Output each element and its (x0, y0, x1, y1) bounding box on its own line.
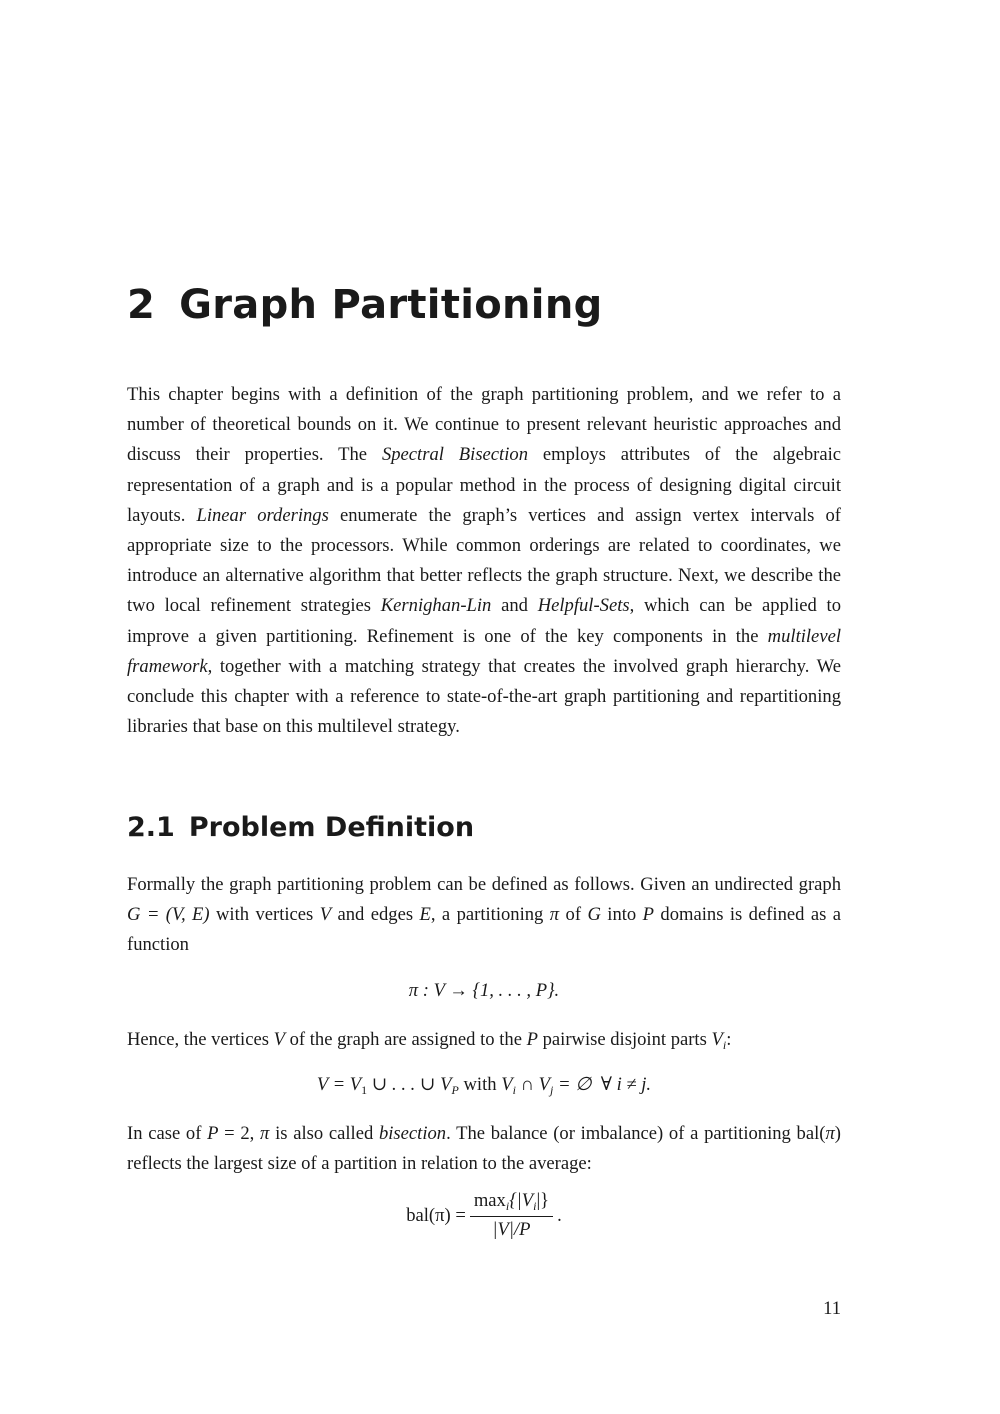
equation-partition-function (127, 980, 841, 1002)
math-subscript: 1 (361, 1083, 368, 1097)
body-text: ) reflects the largest size of a partition in relation to the average: (127, 1123, 841, 1175)
body-text: and edges (331, 904, 420, 926)
math: V (319, 904, 332, 926)
math: P (207, 1123, 219, 1144)
intro-text: This chapter begins with a definition of the graph partitioning problem, and we refer to a number of theoretical bounds on it. We continue to present relevant heuristic approaches and discuss their properties. The (127, 384, 841, 466)
math: P (526, 1029, 538, 1050)
section-number: 2.1 (127, 812, 175, 843)
intro-text: employs attributes of the algebraic representation of a graph and is a popular method in the process of designing digital circuit layouts. (127, 444, 841, 526)
body-text: of the graph are assigned to the (284, 1029, 527, 1050)
intro-text: , which can be applied to improve a given partitioning. Refinement is one of the key components in the (127, 595, 841, 647)
chapter-number: 2 (127, 282, 156, 328)
disjoint-parts-paragraph (127, 1025, 841, 1060)
math-subscript: P (451, 1083, 459, 1097)
intro-text: , together with a matching strategy that creates the involved graph hierarchy. We conclude this chapter with a reference to state-of-the-art graph partitioning and repartitioning libraries that base on this multilevel strategy. (127, 655, 841, 738)
math: = ∅ ∀ i ≠ j. (553, 1074, 652, 1095)
math: . (557, 1204, 562, 1226)
body-text: pairwise disjoint parts (537, 1029, 712, 1050)
math: max (473, 1190, 506, 1211)
math: G = (V, E) (127, 904, 210, 926)
body-text: Hence, the vertices (127, 1029, 274, 1050)
body-text: . The balance (or imbalance) of a partitioning bal( (446, 1123, 826, 1144)
body-text: = 2, (218, 1123, 261, 1144)
math: V = V (316, 1074, 362, 1095)
math-subscript: i (505, 1199, 510, 1213)
math: {|V (509, 1190, 534, 1211)
math-text: with (458, 1074, 502, 1095)
intro-text: enumerate the graph’s vertices and assign vertex intervals of appropriate size to the processors. While common orderings are related to coordinates, we introduce an alternative algorithm that better reflects the graph structure. Next, we describe the two local refinement strategies (127, 504, 841, 617)
math: π (549, 904, 560, 926)
math: P (642, 904, 654, 926)
body-text: In case of (127, 1123, 208, 1144)
math: V (711, 1029, 723, 1050)
math: ∩ V (515, 1074, 551, 1095)
body-text: into (600, 904, 643, 926)
math: G (587, 904, 601, 926)
math: π (825, 1123, 835, 1144)
page-number: 11 (823, 1298, 841, 1319)
math: |V|/P (492, 1219, 531, 1240)
chapter-title (127, 282, 603, 328)
math-subscript: i (533, 1199, 537, 1213)
equation-balance (127, 1190, 841, 1241)
math: π (260, 1123, 270, 1144)
math-subscript: i (722, 1038, 727, 1052)
math: bal(π) = (406, 1204, 466, 1226)
body-text: of (559, 904, 588, 926)
math: E (419, 904, 431, 926)
body-text: : (726, 1029, 732, 1050)
body-text: , a partitioning (430, 904, 550, 926)
math-subscript: i (512, 1083, 516, 1097)
chapter-title-text: Graph Partitioning (179, 282, 603, 328)
math: V (273, 1029, 285, 1050)
section-title (127, 812, 474, 843)
math: |} (536, 1190, 550, 1211)
math: V (501, 1074, 513, 1095)
intro-text: and (491, 595, 538, 617)
fraction-numerator (470, 1190, 553, 1217)
body-text: Formally the graph partitioning problem can be defined as follows. Given an undirected graph (127, 874, 841, 895)
term-helpful-sets: Helpful-Sets (537, 595, 630, 617)
equation-disjoint-union (127, 1074, 841, 1098)
fraction-denominator (492, 1217, 530, 1241)
math: ∪ . . . ∪ V (367, 1074, 452, 1095)
fraction (470, 1190, 553, 1241)
math: π : V → {1, . . . , P}. (408, 980, 560, 1001)
balance-paragraph (127, 1119, 841, 1179)
section-title-text: Problem Definition (188, 812, 475, 843)
term-multilevel-framework: multilevel framework (127, 625, 841, 677)
term-linear-orderings: Linear orderings (196, 504, 329, 526)
definition-paragraph (127, 870, 841, 961)
intro-paragraph (127, 380, 841, 742)
body-text: with vertices (209, 904, 320, 926)
body-text: is also called (269, 1123, 379, 1144)
term-spectral-bisection: Spectral Bisection (381, 444, 528, 466)
term-bisection: bisection (378, 1123, 447, 1144)
term-kernighan-lin: Kernighan-Lin (380, 595, 492, 617)
body-text: domains is defined as a function (127, 904, 841, 956)
math-subscript: j (550, 1083, 554, 1097)
